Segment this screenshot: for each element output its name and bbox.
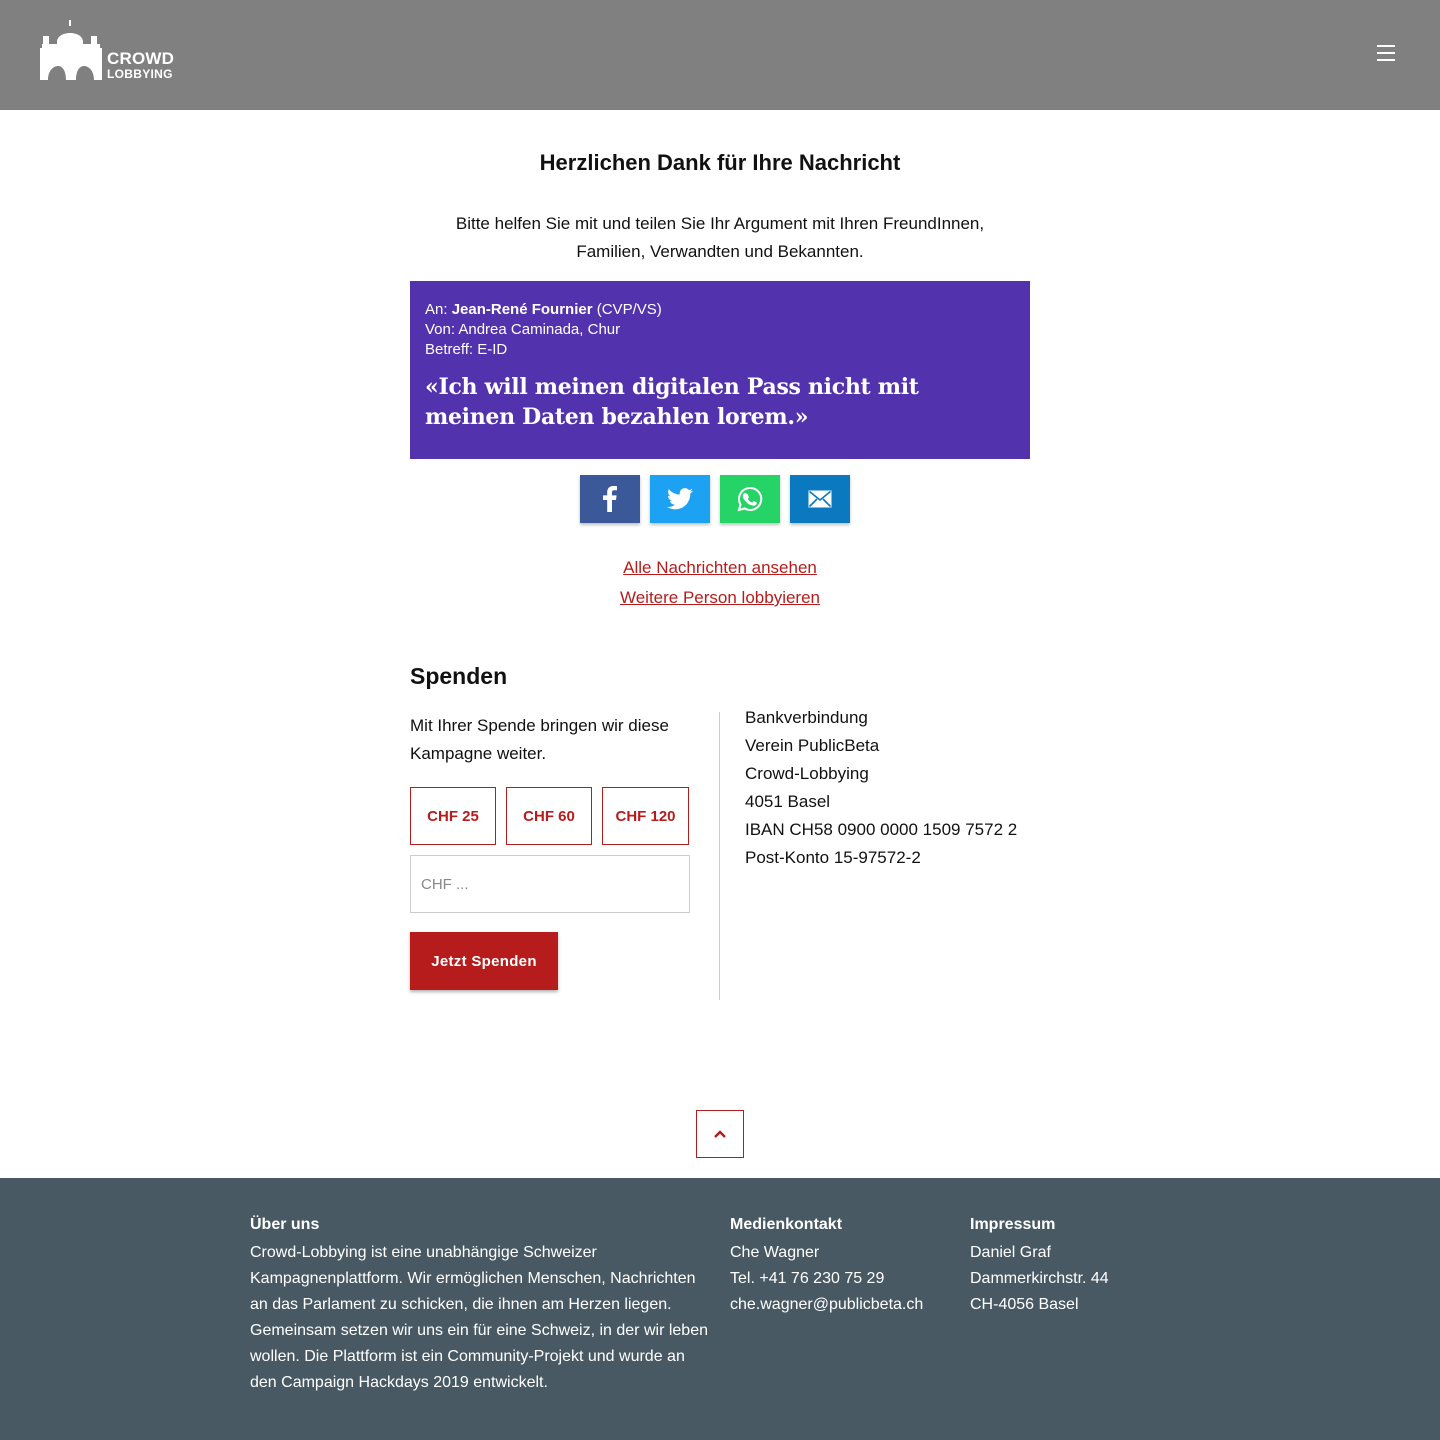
- logo-line-1: CROWD: [107, 49, 175, 68]
- message-sender: Von: Andrea Caminada, Chur: [425, 321, 621, 338]
- footer-media-heading: Medienkontakt: [730, 1216, 843, 1233]
- bank-city: 4051 Basel: [745, 792, 831, 811]
- whatsapp-icon: [737, 486, 763, 512]
- bank-postal-account: Post-Konto 15-97572-2: [745, 848, 921, 867]
- share-facebook-button[interactable]: [580, 475, 640, 523]
- share-email-button[interactable]: [790, 475, 850, 523]
- donate-submit-button[interactable]: Jetzt Spenden: [410, 932, 558, 990]
- footer-about-text: Crowd-Lobbying ist eine unabhängige Schweizer Kampagnenplattform. Wir ermöglichen Menschen, Nachrichten an das Parlament zu schicken, die ihnen am Herzen liegen. Gemeinsam setzen wir uns ein für eine Schweiz, in der wir leben wollen. Die Plattform ist ein Community-Projekt und wurde an den Campaign Hackdays 2019 entwickelt.: [250, 1244, 708, 1391]
- logo-wordmark: [107, 50, 174, 80]
- message-meta: [425, 300, 1015, 360]
- building-logo-icon: [40, 20, 104, 82]
- share-intro-text: Bitte helfen Sie mit und teilen Sie Ihr Argument mit Ihren FreundInnen, Familien, Verwandten und Bekannten.: [455, 214, 985, 261]
- site-footer: [0, 1178, 1440, 1440]
- footer-media-email[interactable]: che.wagner@publicbeta.ch: [730, 1296, 924, 1313]
- site-header: [0, 0, 1440, 110]
- footer-imprint-heading: Impressum: [970, 1216, 1056, 1233]
- crowd-lobbying-logo[interactable]: [40, 20, 180, 82]
- logo-line-2: LOBBYING: [107, 67, 173, 81]
- message-card: [410, 281, 1030, 459]
- footer-about-heading: Über uns: [250, 1216, 320, 1233]
- share-twitter-button[interactable]: [650, 475, 710, 523]
- facebook-icon: [603, 486, 617, 512]
- amount-button-120[interactable]: CHF 120: [602, 787, 689, 845]
- lobby-another-person-link[interactable]: Weitere Person lobbyieren: [619, 588, 820, 607]
- footer-media-phone[interactable]: Tel. +41 76 230 75 29: [730, 1270, 885, 1287]
- email-icon: [808, 490, 832, 508]
- message-recipient: [425, 300, 1015, 320]
- footer-imprint-city: CH-4056 Basel: [970, 1296, 1079, 1313]
- custom-amount-input[interactable]: [410, 855, 690, 913]
- footer-imprint-name: Daniel Graf: [970, 1244, 1051, 1261]
- bank-account-holder: Verein PublicBeta: [745, 736, 880, 755]
- chevron-up-icon: [713, 1129, 727, 1139]
- recipient-name: Jean-René Fournier: [451, 301, 593, 318]
- recipient-label: An:: [425, 301, 448, 318]
- donate-text: Mit Ihrer Spende bringen wir diese Kampagne weiter.: [410, 716, 669, 763]
- footer-imprint: [970, 1214, 1190, 1318]
- recipient-party: (CVP/VS): [596, 301, 662, 318]
- message-subject: Betreff: E-ID: [425, 341, 508, 358]
- twitter-icon: [667, 488, 693, 510]
- donate-divider: [719, 712, 720, 1000]
- amount-button-25[interactable]: CHF 25: [410, 787, 496, 845]
- footer-imprint-street: Dammerkirchstr. 44: [970, 1270, 1109, 1287]
- amount-button-60[interactable]: CHF 60: [506, 787, 592, 845]
- share-whatsapp-button[interactable]: [720, 475, 780, 523]
- donate-heading: Spenden: [410, 663, 508, 689]
- message-quote: «Ich will meinen digitalen Pass nicht mit meinen Daten bezahlen lorem.»: [425, 374, 919, 430]
- bank-heading: Bankverbindung: [745, 708, 868, 727]
- footer-media-name: Che Wagner: [730, 1244, 820, 1261]
- footer-about: [250, 1214, 710, 1396]
- page-title: Herzlichen Dank für Ihre Nachricht: [539, 150, 901, 175]
- bank-project: Crowd-Lobbying: [745, 764, 869, 783]
- hamburger-menu-icon[interactable]: [1370, 38, 1402, 68]
- back-to-top-button[interactable]: [696, 1110, 744, 1158]
- bank-details: [745, 704, 1017, 872]
- footer-media-contact: [730, 1214, 950, 1318]
- bank-iban: IBAN CH58 0900 0000 1509 7572 2: [745, 820, 1018, 839]
- all-messages-link[interactable]: Alle Nachrichten ansehen: [623, 558, 817, 577]
